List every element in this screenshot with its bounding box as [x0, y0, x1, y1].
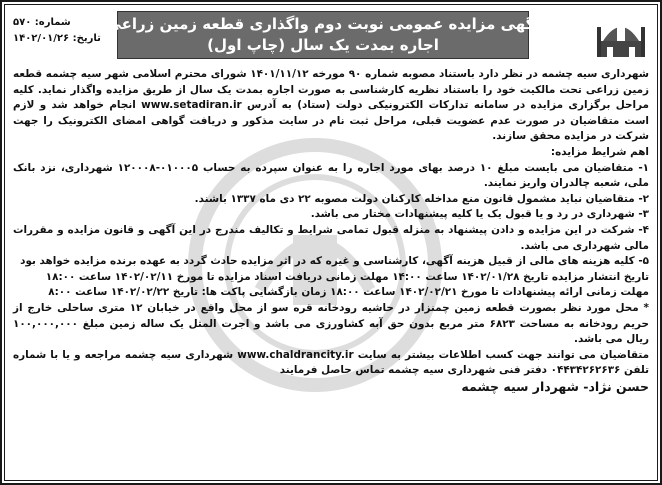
notice-title: آگهی مزایده عمومی نوبت دوم واگذاری قطعه زمین زراعی: [106, 15, 540, 33]
notice-frame: [4, 4, 658, 481]
contact-text-continued: شهرداری سیه چشمه مراجعه و یا با شماره تلفن ۰۴۴۳۴۲۶۲۶۳۶ دفتر فنی شهرداری سیه چشمه تماس حاصل فرمایند: [13, 348, 649, 377]
municipality-site-link[interactable]: www.chaldrancity.ir: [237, 348, 354, 361]
notice-meta: [13, 15, 113, 47]
property-description: * محل مورد نظر بصورت قطعه زمین چمنزار در حاشیه رودخانه قره سو از محل واقع در خیابان ۱۲ متری ساحلی خارج از حریم رودخانه به مساحت ۶۸۲۳ متر مربع بدون حق آبه کشاورزی می باشد و اجرت المثل یک ساله زمین مبلغ ۱۰۰,۰۰۰,۰۰۰ ریال می باشد.: [13, 301, 649, 346]
notice-header: [5, 5, 657, 67]
setad-link[interactable]: www.setadiran.ir: [141, 99, 242, 112]
contact-paragraph: [13, 348, 649, 379]
intro-text: شهرداری سیه چشمه در نظر دارد باستناد مصوبه شماره ۹۰ مورخه ۱۴۰۱/۱۱/۱۲ شورای محترم اسلامی شهر سیه چشمه قطعه زمین زراعی تحت مالکیت خود را باستناد نظریه کارشناسی به صورت اجاره بمدت یک سال از طریق مزایده واگذار نماید. کلیه مراحل برگزاری مزایده در سامانه تدارکات الکترونیکی دولت (ستاد) به آدرس: [13, 68, 649, 112]
schedule-line: مهلت زمانی ارائه پیشنهادات تا مورخ ۱۴۰۲/۰۲/۲۱ ساعت ۱۸:۰۰ زمان بازگشایی پاکت ها: تاریخ ۱۴۰۲/۰۲/۲۲ ساعت ۸:۰۰: [48, 286, 649, 299]
conditions-heading: اهم شرایط مزایده:: [550, 145, 649, 158]
condition-item: ۱- متقاضیان می بایست مبلغ ۱۰ درصد بهای مورد اجاره را به عنوان سپرده به حساب ۰۱۰۰۰۵-۱۲۰۰۰۸ شهرداری، نزد بانک ملی، شعبه چالدران واریز نمایند.: [13, 161, 649, 190]
intro-paragraph: [13, 67, 649, 145]
notice-body: [13, 67, 649, 474]
municipality-emblem-icon: [593, 7, 649, 63]
title-banner: [106, 11, 540, 59]
notice-date: تاریخ: ۱۴۰۲/۰۱/۲۶: [13, 33, 101, 44]
notice-subtitle: اجاره بمدت یک سال (چاپ اول): [207, 36, 439, 54]
signature: حسن نژاد- شهردار سیه چشمه: [461, 378, 649, 394]
condition-item: ۵- کلیه هزینه های مالی از قبیل هزینه آگهی، کارشناسی و غیره که در اثر مزایده حادث گردد به عهده برنده مزایده خواهد بود: [20, 255, 649, 268]
condition-item: ۳- شهرداری در رد و یا قبول یک یا کلیه پیشنهادات مختار می باشد.: [310, 208, 649, 221]
condition-item: ۴- شرکت در این مزایده و دادن پیشنهاد به منزله قبول تمامی شرایط و تکالیف مندرج در این آگهی و قانون مزایده و مقررات مالی شهرداری می باشد.: [13, 223, 649, 252]
condition-item: ۲- متقاضیان نباید مشمول قانون منع مداخله کارکنان دولت مصوبه ۲۲ دی ماه ۱۳۳۷ باشند.: [194, 192, 649, 205]
contact-text: متقاضیان می توانند جهت کسب اطلاعات بیشتر به سایت: [357, 348, 650, 361]
schedule-line: تاریخ انتشار مزایده تاریخ ۱۴۰۲/۰۱/۲۸ ساعت ۱۴:۰۰ مهلت زمانی دریافت اسناد مزایده تا مورخ ۱۴۰۲/۰۲/۱۱ ساعت ۱۸:۰۰: [45, 270, 649, 283]
notice-number: شماره: ۵۷۰: [13, 17, 71, 28]
intro-text-continued: انجام خواهد شد و لازم است متقاضیان در صورت عدم عضویت قبلی، مراحل ثبت نام در سایت مذکور و دریافت گواهی امضای الکترونیک را جهت شرکت در مزایده محقق سازند.: [13, 99, 649, 143]
